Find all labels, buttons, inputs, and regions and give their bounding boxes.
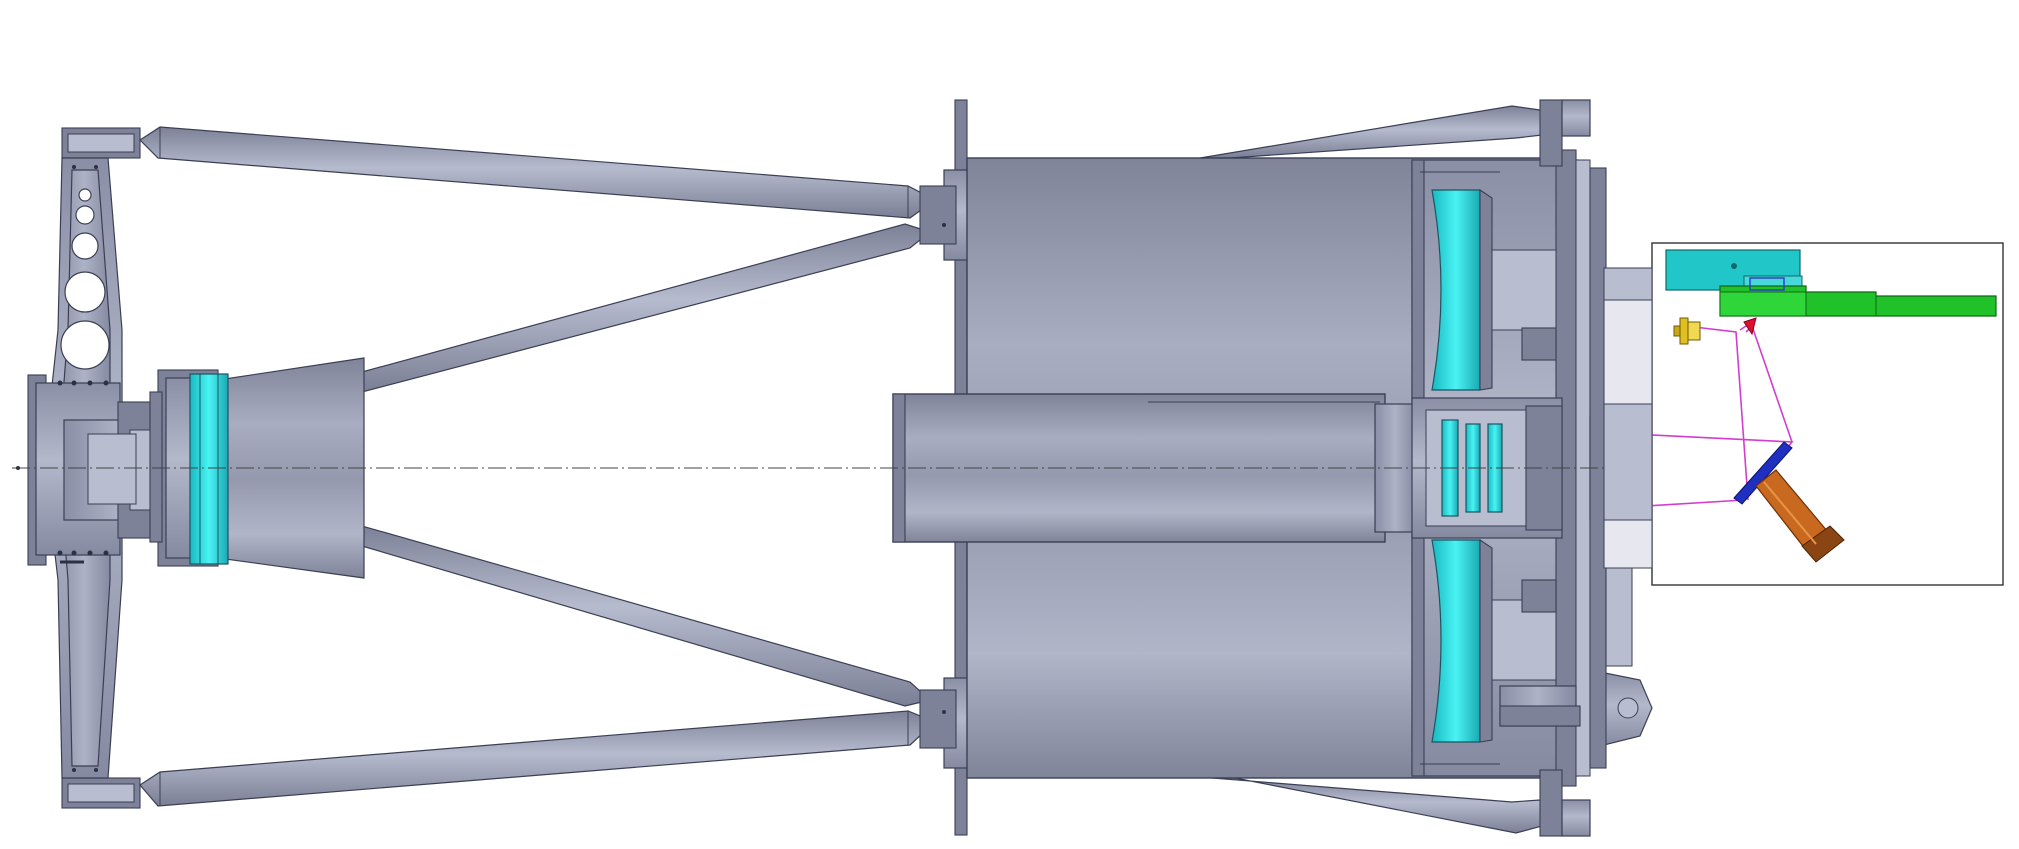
truss-tube-lower-diagonal [362,526,930,706]
focuser-body [1604,268,1652,568]
truss-tube-upper-right [1200,106,1560,158]
truss-tube-upper [140,127,935,218]
primary-lens-lower [1432,540,1492,742]
truss-tube-upper-diagonal [362,224,930,392]
secondary-mirror-lens [190,374,228,564]
truss-tube-lower [140,711,935,806]
camera-mount [1666,250,1802,290]
primary-lens-upper [1432,190,1492,390]
truss-tube-lower-right [1200,777,1560,833]
instrument-inset [1604,243,2003,585]
